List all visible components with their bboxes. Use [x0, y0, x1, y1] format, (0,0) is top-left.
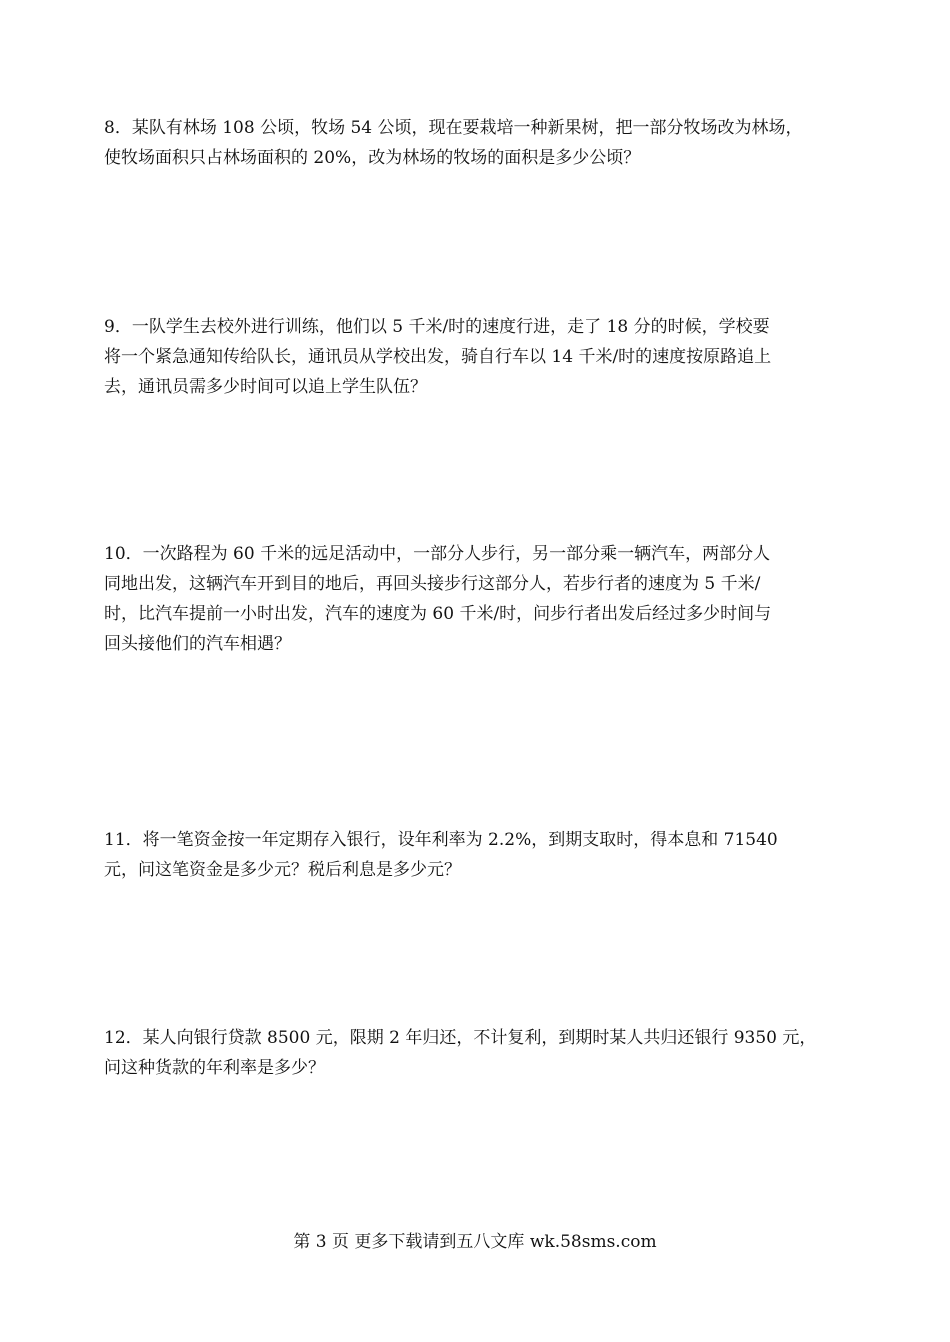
question-line: 问这种货款的年利率是多少？	[104, 1058, 325, 1078]
question-line: 12．某人向银行贷款 8500 元，限期 2 年归还，不计复利，到期时某人共归还银行 9350 元，	[104, 1028, 817, 1048]
question-line: 8．某队有林场 108 公顷，牧场 54 公顷，现在要栽培一种新果树，把一部分牧场改为林场，	[104, 118, 803, 138]
question-line: 时，比汽车提前一小时出发，汽车的速度为 60 千米/时，问步行者出发后经过多少时间与	[104, 604, 772, 624]
question-line: 同地出发，这辆汽车开到目的地后，再回头接步行这部分人，若步行者的速度为 5 千米/	[104, 574, 761, 594]
question-8	[104, 113, 864, 173]
question-line: 11．将一笔资金按一年定期存入银行，设年利率为 2.2%，到期支取时，得本息和 71540	[104, 830, 778, 850]
question-12	[104, 1023, 864, 1083]
question-line: 将一个紧急通知传给队长，通讯员从学校出发，骑自行车以 14 千米/时的速度按原路追上	[104, 347, 772, 367]
question-11	[104, 825, 864, 885]
question-10	[104, 539, 864, 659]
question-line: 去，通讯员需多少时间可以追上学生队伍？	[104, 377, 427, 397]
question-line: 9．一队学生去校外进行训练，他们以 5 千米/时的速度行进，走了 18 分的时候，学校要	[104, 317, 770, 337]
question-line: 回头接他们的汽车相遇？	[104, 634, 291, 654]
question-line: 10．一次路程为 60 千米的远足活动中，一部分人步行，另一部分乘一辆汽车，两部分人	[104, 544, 771, 564]
question-line: 元，问这笔资金是多少元？税后利息是多少元？	[104, 860, 461, 880]
question-line: 使牧场面积只占林场面积的 20%，改为林场的牧场的面积是多少公顷？	[104, 148, 641, 168]
page-footer: 第 3 页 更多下载请到五八文库 wk.58sms.com	[293, 1232, 657, 1252]
question-9	[104, 312, 864, 402]
